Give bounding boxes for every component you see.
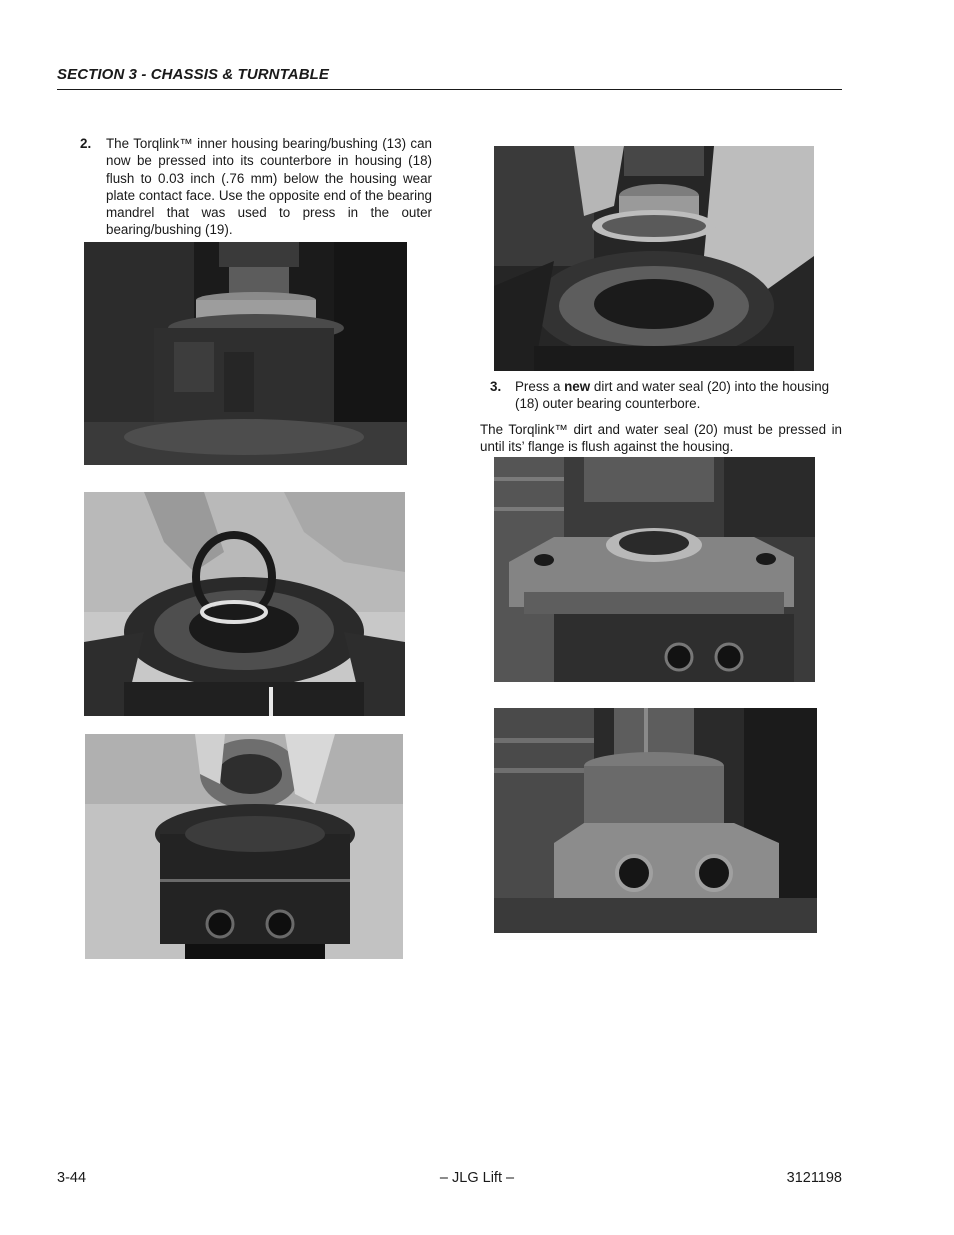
document-number: 3121198	[786, 1170, 842, 1186]
step-3-text-after: dirt and water seal (20) into the housing (18) outer bearing counterbore.	[515, 379, 830, 412]
photo-place-bearing	[85, 734, 403, 959]
photo-hands-position-seal	[494, 146, 814, 371]
page-number: 3-44	[57, 1170, 87, 1186]
photo-housing-under-press	[494, 708, 817, 933]
step-2-number: 2.	[80, 136, 92, 151]
photo-press-inner-bearing	[84, 242, 407, 465]
step-2	[80, 135, 432, 241]
step-3-text-before: Press a	[515, 379, 565, 394]
seal-flush-note: The Torqlink™ dirt and water seal (20) must be pressed in until its’ flange is flush against the housing.	[480, 422, 842, 455]
header-rule	[57, 89, 842, 90]
step-2-text: The Torqlink™ inner housing bearing/bushing (13) can now be pressed into its counterbore in housing (18) flush to 0.03 inch (.76 mm) below the housing wear plate contact face. Use the opposite end of the bearing mandrel that was used to press in the outer bearing/bushing (19).	[106, 136, 432, 238]
step-3-number: 3.	[490, 379, 502, 394]
photo-insert-seal-by-hand	[84, 492, 405, 716]
step-3-text	[515, 378, 842, 413]
footer-brand: – JLG Lift –	[439, 1170, 515, 1186]
step-3	[490, 378, 842, 414]
photo-seal-pressed-flush	[494, 457, 815, 682]
step-3-text-bold: new	[564, 379, 591, 394]
section-title: SECTION 3 - CHASSIS & TURNTABLE	[57, 66, 330, 83]
